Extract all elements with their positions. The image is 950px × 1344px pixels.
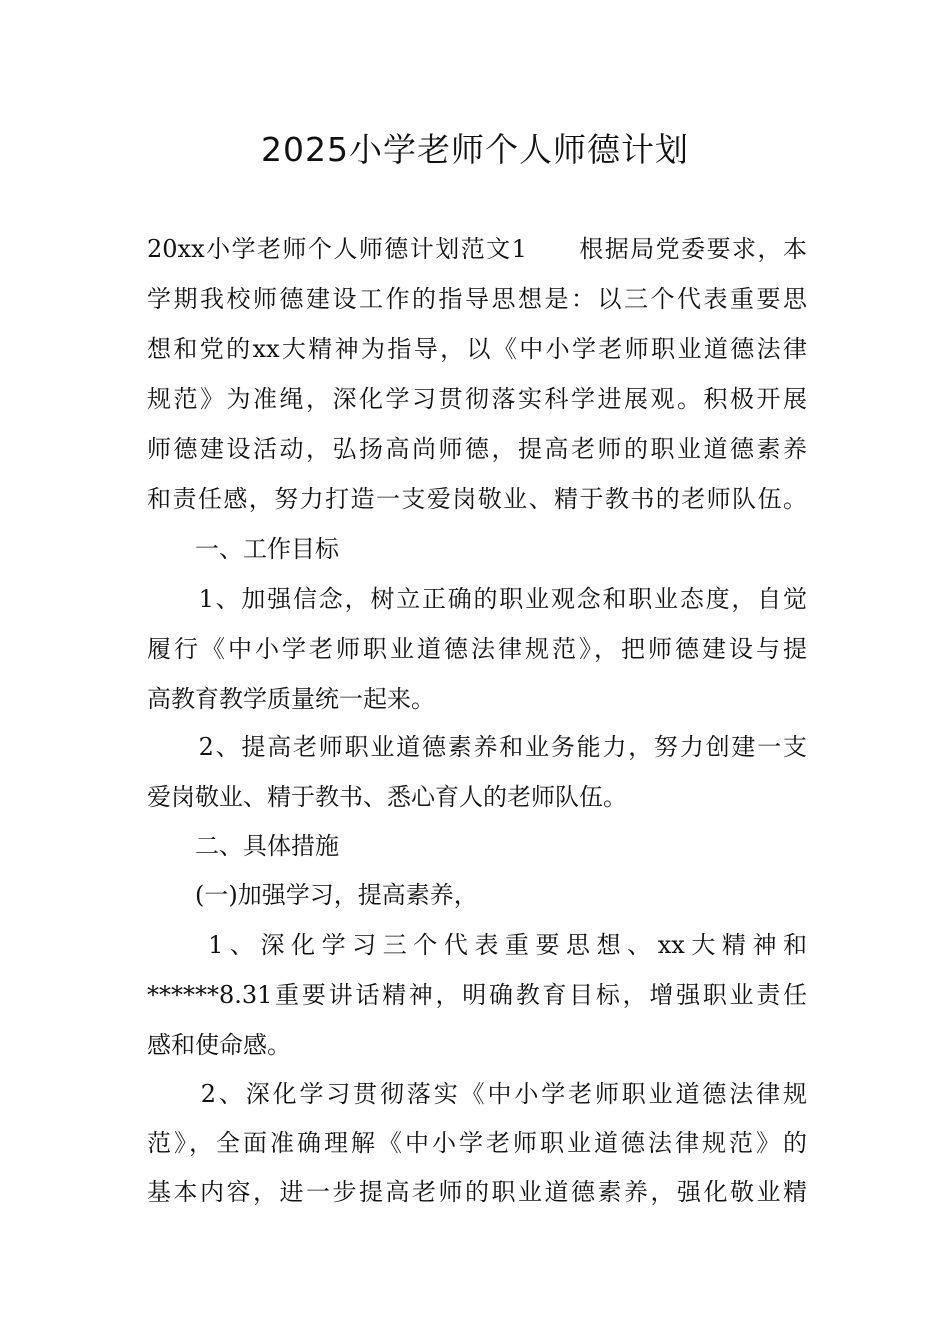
paragraph-line: 20xx小学老师个人师德计划范文1 根据局党委要求，本: [147, 235, 807, 263]
paragraph-line: 基本内容，进一步提高老师的职业道德素养，强化敬业精: [147, 1178, 807, 1206]
paragraph-line: 爱岗敬业、精于教书、悉心育人的老师队伍。: [147, 783, 627, 811]
paragraph-line: 高教育教学质量统一起来。: [147, 685, 435, 713]
paragraph-line: 师德建设活动，弘扬高尚师德，提高老师的职业道德素养: [147, 435, 807, 463]
document-title: 2025小学老师个人师德计划: [261, 130, 689, 169]
paragraph-line: ******8.31重要讲话精神，明确教育目标，增强职业责任: [147, 981, 807, 1009]
paragraph-line: 2、提高老师职业道德素养和业务能力，努力创建一支: [147, 733, 807, 761]
paragraph-line: 规范》为准绳，深化学习贯彻落实科学进展观。积极开展: [147, 385, 807, 413]
paragraph-line: 1、深化学习三个代表重要思想、xx大精神和: [147, 931, 807, 959]
paragraph-line: 想和党的xx大精神为指导，以《中小学老师职业道德法律: [147, 335, 807, 363]
paragraph-line: 感和使命感。: [147, 1031, 291, 1059]
paragraph-line: 1、加强信念，树立正确的职业观念和职业态度，自觉: [147, 585, 807, 613]
paragraph-line: 履行《中小学老师职业道德法律规范》，把师德建设与提: [147, 635, 807, 663]
paragraph-line: 和责任感，努力打造一支爱岗敬业、精于教书的老师队伍。: [147, 485, 807, 513]
paragraph-line: 范》，全面准确理解《中小学老师职业道德法律规范》的: [147, 1129, 807, 1157]
subsection-heading: (一)加强学习，提高素养，: [147, 881, 478, 909]
section-heading: 二、具体措施: [147, 832, 339, 860]
paragraph-line: 2、深化学习贯彻落实《中小学老师职业道德法律规: [147, 1080, 807, 1108]
paragraph-line: 学期我校师德建设工作的指导思想是：以三个代表重要思: [147, 285, 807, 313]
section-heading: 一、工作目标: [147, 535, 339, 563]
